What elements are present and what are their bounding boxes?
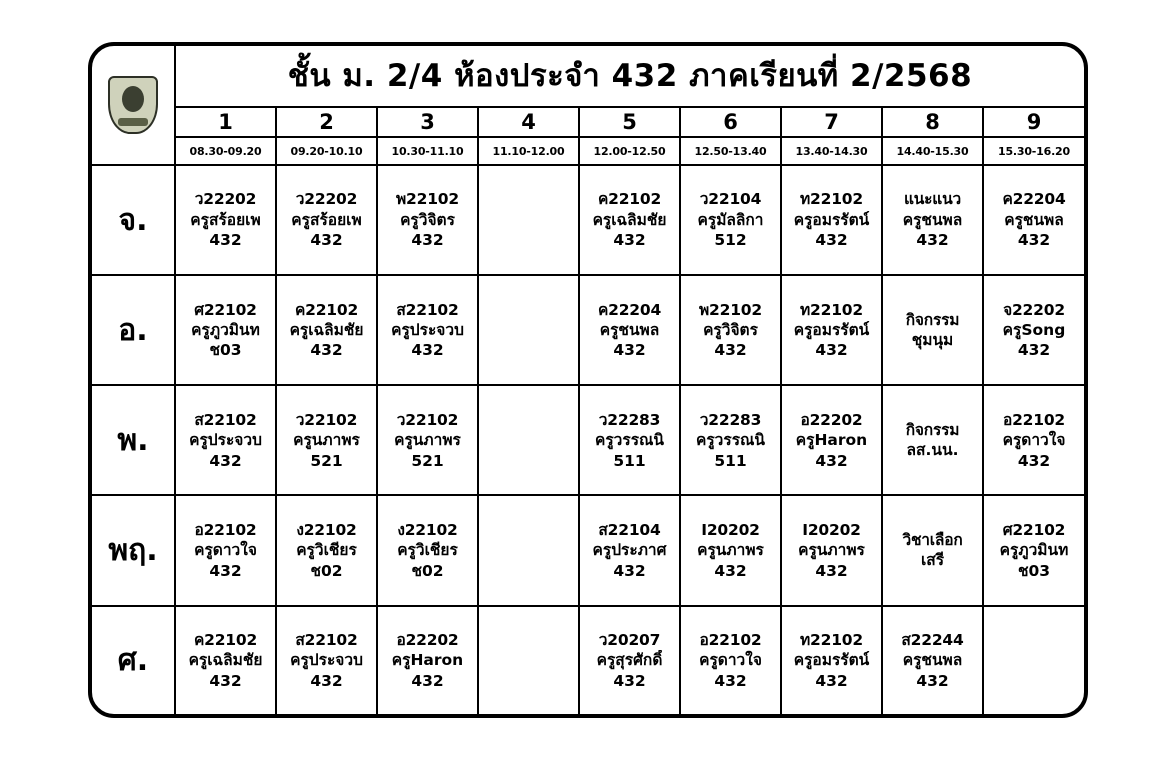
teacher-name: ครูเฉลิมชัย bbox=[188, 651, 263, 670]
teacher-name: ครูประภาศ bbox=[592, 541, 667, 560]
period-number: 7 bbox=[781, 107, 882, 137]
timetable-slot bbox=[983, 385, 1084, 495]
room-number: 432 bbox=[916, 231, 949, 250]
timetable-slot bbox=[983, 165, 1084, 275]
period-number-row bbox=[92, 107, 1084, 137]
timetable-slot bbox=[377, 385, 478, 495]
teacher-name: ชุมนุม bbox=[911, 331, 954, 350]
timetable-body bbox=[92, 46, 1084, 714]
teacher-name: ครูประจวบ bbox=[189, 431, 262, 450]
subject-code: ว22202 bbox=[194, 190, 257, 209]
timetable-slot bbox=[983, 275, 1084, 385]
teacher-name: ครูสุรศักดิ์ bbox=[596, 651, 663, 670]
timetable-slot-empty bbox=[983, 606, 1084, 714]
period-time: 13.40-14.30 bbox=[781, 137, 882, 165]
period-number: 8 bbox=[882, 107, 983, 137]
teacher-name: ครูภูวมินท bbox=[191, 320, 260, 339]
subject-code: ค22102 bbox=[193, 630, 258, 649]
teacher-name: ครูวิเชียร bbox=[296, 541, 357, 560]
subject-code: ค22204 bbox=[597, 300, 662, 319]
period-number: 6 bbox=[680, 107, 781, 137]
teacher-name: ครูอมรรัตน์ bbox=[793, 651, 870, 670]
room-number: 432 bbox=[815, 341, 848, 360]
timetable-slot-empty bbox=[478, 165, 579, 275]
subject-code: ส22102 bbox=[295, 630, 358, 649]
timetable-slot bbox=[882, 606, 983, 714]
period-time: 11.10-12.00 bbox=[478, 137, 579, 165]
table-row bbox=[92, 606, 1084, 714]
room-number: 432 bbox=[1017, 231, 1051, 250]
subject-code: พ22102 bbox=[396, 190, 459, 209]
teacher-name: ครูSong bbox=[1002, 320, 1066, 339]
period-time: 08.30-09.20 bbox=[175, 137, 276, 165]
subject-code: ว22104 bbox=[699, 190, 762, 209]
subject-code: ส22104 bbox=[598, 520, 661, 539]
period-time: 09.20-10.10 bbox=[276, 137, 377, 165]
timetable-slot bbox=[276, 165, 377, 275]
subject-code: ง22102 bbox=[397, 520, 458, 539]
subject-code: ท22102 bbox=[800, 630, 863, 649]
room-number: 432 bbox=[815, 451, 848, 470]
subject-code: ท22102 bbox=[800, 300, 863, 319]
timetable-slot-empty bbox=[478, 606, 579, 714]
period-number: 9 bbox=[983, 107, 1084, 137]
timetable-slot bbox=[377, 275, 478, 385]
period-time: 12.00-12.50 bbox=[579, 137, 680, 165]
table-row bbox=[92, 495, 1084, 605]
subject-code: อ22102 bbox=[699, 630, 762, 649]
teacher-name: ครูดาวใจ bbox=[1002, 431, 1066, 450]
timetable-slot bbox=[781, 165, 882, 275]
period-time-row bbox=[92, 137, 1084, 165]
subject-code: กิจกรรม bbox=[905, 420, 960, 439]
timetable-slot bbox=[377, 606, 478, 714]
timetable-slot bbox=[781, 495, 882, 605]
timetable-slot bbox=[579, 385, 680, 495]
room-number: 432 bbox=[916, 671, 949, 690]
period-number: 3 bbox=[377, 107, 478, 137]
day-label: อ. bbox=[92, 275, 175, 385]
room-number: 432 bbox=[411, 671, 444, 690]
period-time: 15.30-16.20 bbox=[983, 137, 1084, 165]
teacher-name: ลส.นน. bbox=[906, 441, 959, 460]
teacher-name: ครูอมรรัตน์ bbox=[793, 320, 870, 339]
subject-code: จ22202 bbox=[1003, 300, 1065, 319]
timetable-slot bbox=[377, 165, 478, 275]
timetable-sheet bbox=[88, 42, 1088, 718]
timetable-slot bbox=[175, 165, 276, 275]
room-number: 432 bbox=[815, 231, 848, 250]
room-number: 512 bbox=[714, 231, 747, 250]
timetable-slot bbox=[377, 495, 478, 605]
teacher-name: ครูHaron bbox=[795, 431, 868, 450]
room-number: 432 bbox=[714, 671, 747, 690]
subject-code: ศ22102 bbox=[1002, 520, 1066, 539]
timetable-slot bbox=[276, 606, 377, 714]
subject-code: อ22102 bbox=[1002, 410, 1066, 429]
teacher-name: ครูเฉลิมชัย bbox=[592, 210, 667, 229]
subject-code: วิชาเลือก bbox=[902, 531, 963, 550]
teacher-name: ครูมัลลิกา bbox=[697, 210, 764, 229]
teacher-name: ครูชนพล bbox=[599, 320, 660, 339]
school-crest-icon bbox=[108, 76, 158, 134]
room-number: ช03 bbox=[209, 341, 242, 360]
timetable-slot bbox=[276, 495, 377, 605]
timetable-slot bbox=[983, 495, 1084, 605]
day-label: ศ. bbox=[92, 606, 175, 714]
teacher-name: ครูดาวใจ bbox=[194, 541, 257, 560]
table-row bbox=[92, 275, 1084, 385]
table-row bbox=[92, 165, 1084, 275]
room-number: 521 bbox=[411, 451, 444, 470]
timetable-slot bbox=[579, 495, 680, 605]
teacher-name: ครูอมรรัตน์ bbox=[793, 210, 870, 229]
title-row bbox=[92, 46, 1084, 107]
timetable-slot bbox=[680, 165, 781, 275]
teacher-name: ครูสร้อยเพ bbox=[291, 210, 362, 229]
subject-code: ส22102 bbox=[194, 410, 257, 429]
subject-code: ศ22102 bbox=[194, 300, 257, 319]
room-number: 432 bbox=[310, 671, 343, 690]
room-number: 511 bbox=[714, 451, 747, 470]
subject-code: ว22102 bbox=[396, 410, 459, 429]
day-label: จ. bbox=[92, 165, 175, 275]
subject-code: ง22102 bbox=[296, 520, 357, 539]
subject-code: กิจกรรม bbox=[905, 310, 960, 329]
room-number: 432 bbox=[613, 341, 646, 360]
teacher-name: ครูHaron bbox=[391, 651, 464, 670]
timetable-slot bbox=[781, 385, 882, 495]
subject-code: ว22283 bbox=[699, 410, 762, 429]
day-label: พ. bbox=[92, 385, 175, 495]
timetable-slot bbox=[175, 606, 276, 714]
teacher-name: ครูชนพล bbox=[902, 210, 963, 229]
teacher-name: ครูดาวใจ bbox=[699, 651, 762, 670]
teacher-name: ครูวิเชียร bbox=[397, 541, 458, 560]
teacher-name: เสรี bbox=[920, 551, 945, 570]
subject-code: ว22102 bbox=[295, 410, 358, 429]
timetable-slot bbox=[680, 495, 781, 605]
timetable-slot bbox=[579, 165, 680, 275]
timetable-slot bbox=[276, 385, 377, 495]
timetable-slot bbox=[175, 275, 276, 385]
teacher-name: ครูวรรณนิ bbox=[594, 431, 665, 450]
page-title: ชั้น ม. 2/4 ห้องประจำ 432 ภาคเรียนที่ 2/2568 bbox=[175, 46, 1084, 107]
room-number: ช02 bbox=[310, 561, 343, 580]
room-number: 432 bbox=[1017, 451, 1051, 470]
room-number: 432 bbox=[209, 451, 242, 470]
subject-code: พ22102 bbox=[699, 300, 762, 319]
subject-code: I20202 bbox=[802, 520, 861, 539]
teacher-name: ครูวิจิตร bbox=[400, 210, 455, 229]
room-number: 432 bbox=[1017, 341, 1051, 360]
teacher-name: ครูชนพล bbox=[1004, 210, 1064, 229]
timetable-slot bbox=[579, 275, 680, 385]
teacher-name: ครูนภาพร bbox=[293, 431, 360, 450]
room-number: 432 bbox=[310, 231, 343, 250]
timetable-slot bbox=[882, 495, 983, 605]
subject-code: อ22102 bbox=[194, 520, 257, 539]
room-number: 432 bbox=[714, 561, 747, 580]
room-number: ช02 bbox=[411, 561, 444, 580]
teacher-name: ครูเฉลิมชัย bbox=[289, 320, 364, 339]
timetable-slot-empty bbox=[478, 385, 579, 495]
room-number: 432 bbox=[815, 561, 848, 580]
timetable-slot bbox=[680, 275, 781, 385]
timetable-slot-empty bbox=[478, 495, 579, 605]
room-number: ช03 bbox=[1017, 561, 1051, 580]
period-number: 4 bbox=[478, 107, 579, 137]
school-crest-cell bbox=[92, 46, 175, 165]
teacher-name: ครูประจวบ bbox=[290, 651, 363, 670]
subject-code: ค22204 bbox=[1002, 190, 1066, 209]
subject-code: I20202 bbox=[701, 520, 760, 539]
subject-code: แนะแนว bbox=[903, 190, 961, 209]
timetable-slot bbox=[781, 275, 882, 385]
timetable-slot bbox=[882, 275, 983, 385]
teacher-name: ครูนภาพร bbox=[394, 431, 461, 450]
teacher-name: ครูสร้อยเพ bbox=[190, 210, 261, 229]
period-number: 5 bbox=[579, 107, 680, 137]
teacher-name: ครูนภาพร bbox=[697, 541, 764, 560]
subject-code: ว22202 bbox=[295, 190, 358, 209]
timetable-slot bbox=[276, 275, 377, 385]
subject-code: ว20207 bbox=[598, 630, 661, 649]
period-number: 1 bbox=[175, 107, 276, 137]
subject-code: ท22102 bbox=[800, 190, 863, 209]
subject-code: อ22202 bbox=[396, 630, 459, 649]
room-number: 432 bbox=[209, 231, 242, 250]
teacher-name: ครูประจวบ bbox=[391, 320, 464, 339]
room-number: 521 bbox=[310, 451, 343, 470]
room-number: 432 bbox=[815, 671, 848, 690]
room-number: 432 bbox=[209, 671, 242, 690]
teacher-name: ครูวิจิตร bbox=[703, 320, 758, 339]
day-label: พฤ. bbox=[92, 495, 175, 605]
subject-code: ส22102 bbox=[396, 300, 459, 319]
timetable-slot bbox=[579, 606, 680, 714]
teacher-name: ครูวรรณนิ bbox=[695, 431, 766, 450]
timetable-slot bbox=[680, 606, 781, 714]
timetable-slot bbox=[175, 385, 276, 495]
period-time: 12.50-13.40 bbox=[680, 137, 781, 165]
room-number: 432 bbox=[209, 561, 242, 580]
timetable bbox=[92, 46, 1084, 714]
teacher-name: ครูชนพล bbox=[902, 651, 963, 670]
timetable-slot-empty bbox=[478, 275, 579, 385]
teacher-name: ครูนภาพร bbox=[798, 541, 865, 560]
timetable-slot bbox=[781, 606, 882, 714]
teacher-name: ครูภูวมินท bbox=[999, 541, 1069, 560]
timetable-slot bbox=[175, 495, 276, 605]
subject-code: ค22102 bbox=[597, 190, 662, 209]
room-number: 432 bbox=[613, 231, 646, 250]
period-number: 2 bbox=[276, 107, 377, 137]
period-time: 10.30-11.10 bbox=[377, 137, 478, 165]
room-number: 432 bbox=[310, 341, 343, 360]
timetable-slot bbox=[882, 385, 983, 495]
room-number: 432 bbox=[613, 561, 646, 580]
subject-code: อ22202 bbox=[800, 410, 863, 429]
room-number: 432 bbox=[411, 231, 444, 250]
timetable-slot bbox=[680, 385, 781, 495]
subject-code: ว22283 bbox=[598, 410, 661, 429]
subject-code: ค22102 bbox=[294, 300, 359, 319]
room-number: 511 bbox=[613, 451, 646, 470]
timetable-slot bbox=[882, 165, 983, 275]
room-number: 432 bbox=[714, 341, 747, 360]
period-time: 14.40-15.30 bbox=[882, 137, 983, 165]
subject-code: ส22244 bbox=[901, 630, 964, 649]
room-number: 432 bbox=[613, 671, 646, 690]
table-row bbox=[92, 385, 1084, 495]
room-number: 432 bbox=[411, 341, 444, 360]
